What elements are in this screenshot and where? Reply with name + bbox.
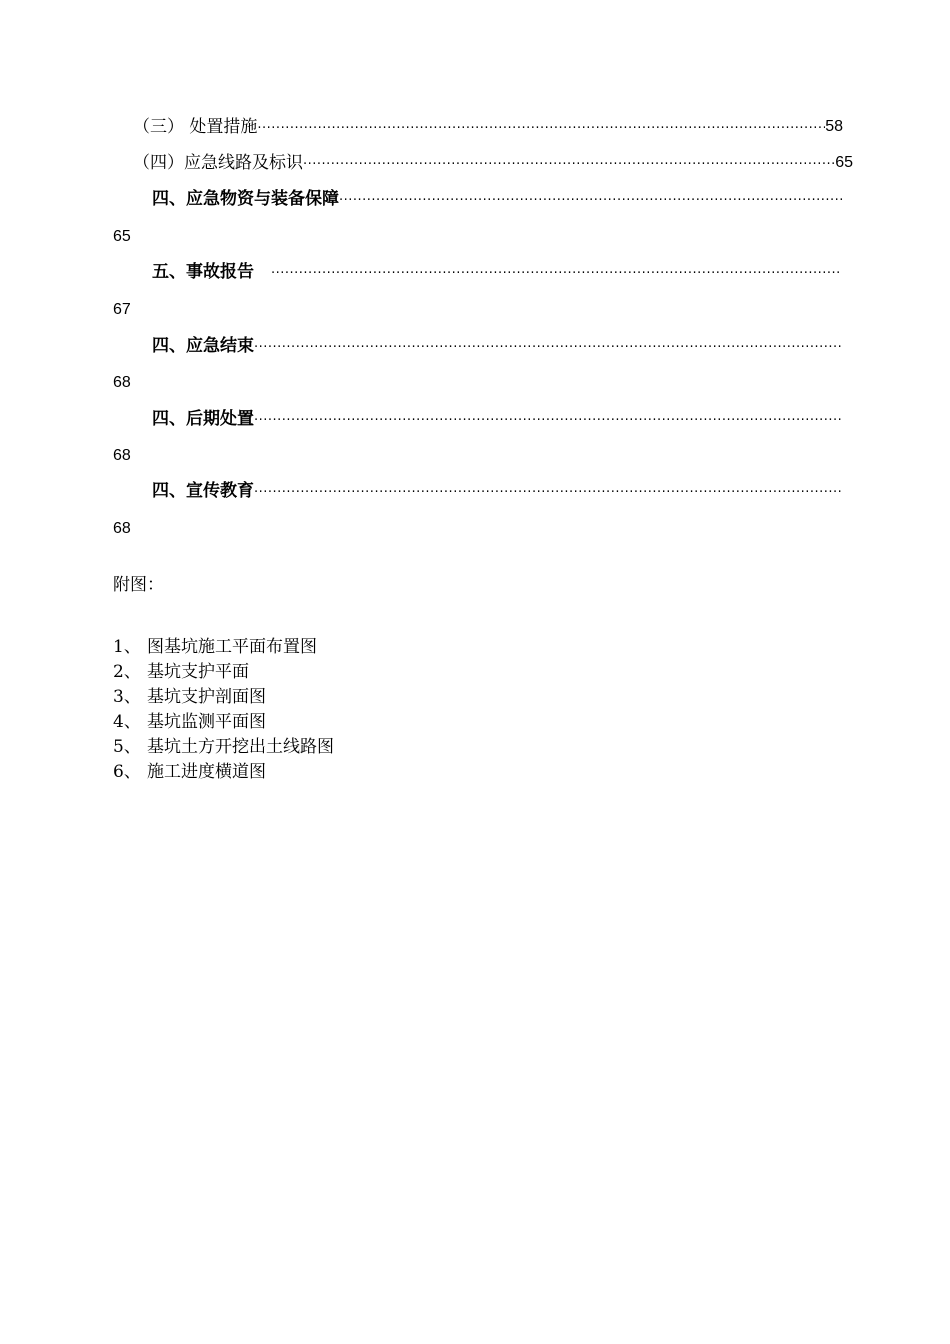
toc-leader-dots [254,339,842,357]
figure-number: 5、 [113,737,141,757]
toc-leader-dots [271,265,842,283]
figure-name: 图基坑施工平面布置图 [147,637,317,657]
toc-entry-label: 四、后期处置 [152,409,254,429]
figure-number: 4、 [113,712,141,732]
toc-leader-dots [339,192,842,210]
toc-leader-dots [303,156,835,174]
toc-entry-page: 58 [825,118,843,135]
toc-entry-page: 68 [113,374,131,391]
figure-number: 3、 [113,687,141,707]
toc-leader-dots [257,120,825,138]
figure-list-item[interactable] [113,685,334,710]
figure-list-item[interactable] [113,660,334,685]
appendix-title: 附图： [113,575,164,595]
figure-name: 基坑支护平面 [147,662,249,682]
toc-entry-page: 65 [835,154,853,171]
figure-number: 6、 [113,762,141,782]
toc-leader-dots [254,412,842,430]
figure-name: 基坑监测平面图 [147,712,266,732]
toc-entry-label: 四、应急结束 [152,336,254,356]
toc-entry[interactable] [152,188,842,210]
toc-entry[interactable] [152,261,842,283]
figure-list-item[interactable] [113,710,334,735]
toc-entry[interactable] [152,335,842,357]
figure-number: 1、 [113,637,141,657]
figure-name: 施工进度横道图 [147,762,266,782]
toc-entry-page: 67 [113,301,131,318]
appendix-figure-list [113,635,334,785]
toc-entry-page: 68 [113,447,131,464]
figure-list-item[interactable] [113,760,334,785]
figure-list-item[interactable] [113,635,334,660]
toc-entry[interactable] [152,408,842,430]
toc-entry[interactable] [152,480,842,502]
toc-entry-label: （四）应急线路及标识 [133,153,303,173]
figure-name: 基坑支护剖面图 [147,687,266,707]
toc-entry[interactable] [133,116,843,138]
toc-entry-label: 四、应急物资与装备保障 [152,189,339,209]
figure-name: 基坑土方开挖出土线路图 [147,737,334,757]
toc-entry-label: （三） 处置措施 [133,117,258,137]
toc-entry[interactable] [133,152,853,174]
toc-entry-label: 五、事故报告 [152,262,271,282]
figure-list-item[interactable] [113,735,334,760]
toc-entry-label: 四、宣传教育 [152,481,254,501]
figure-number: 2、 [113,662,141,682]
toc-entry-page: 68 [113,520,131,537]
toc-entry-page: 65 [113,228,131,245]
toc-leader-dots [254,484,842,502]
